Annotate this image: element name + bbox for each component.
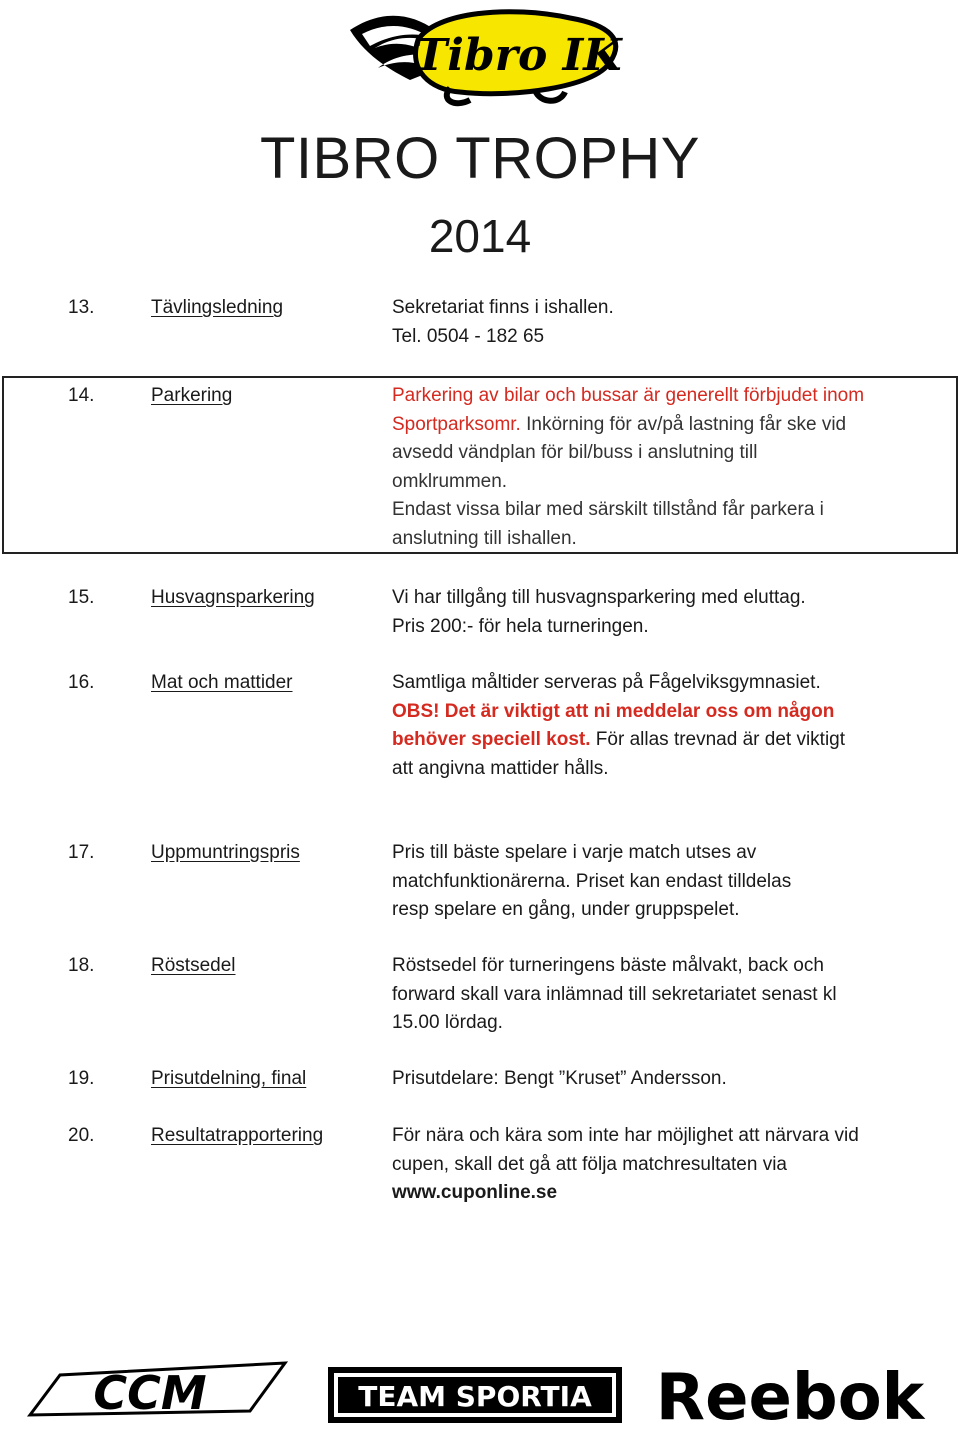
body-line: Röstsedel för turneringens bäste målvakt, back och	[392, 955, 824, 976]
cuponline-link[interactable]: www.cuponline.se	[392, 1182, 558, 1203]
section-number: 20.	[68, 1125, 95, 1146]
body-line: Prisutdelare: Bengt ”Kruset” Andersson.	[392, 1068, 727, 1089]
team-sportia-logo	[328, 1367, 622, 1423]
section-heading: Tävlingsledning	[151, 297, 284, 318]
body-line: anslutning till ishallen.	[392, 527, 577, 549]
section-body	[392, 839, 952, 925]
body-line-red: OBS! Det är viktigt att ni meddelar oss om någon	[392, 700, 835, 722]
section-number: 18.	[68, 955, 95, 976]
body-line: resp spelare en gång, under gruppspelet.	[392, 899, 740, 920]
body-line: Pris till bäste spelare i varje match utses av	[392, 842, 757, 863]
section-number: 16.	[68, 672, 95, 693]
section-heading: Resultatrapportering	[151, 1125, 324, 1146]
body-line: Samtliga måltider serveras på Fågelviksgymnasiet.	[392, 672, 821, 693]
section-body	[392, 584, 952, 641]
body-line: att angivna mattider hålls.	[392, 757, 609, 779]
section-number: 13.	[68, 297, 95, 318]
body-line-red: Parkering av bilar och bussar är generellt förbjudet inom	[392, 385, 865, 406]
body-line: 15.00 lördag.	[392, 1012, 503, 1033]
section-body	[392, 382, 952, 553]
body-line: Vi har tillgång till husvagnsparkering med eluttag.	[392, 587, 806, 608]
body-line: cupen, skall det gå att följa matchresultaten via	[392, 1153, 788, 1175]
body-text: Inkörning för av/på lastning får ske vid	[520, 413, 847, 435]
body-line: För nära och kära som inte har möjlighet att närvara vid	[392, 1125, 859, 1146]
section-heading: Uppmuntringspris	[151, 842, 300, 863]
ccm-text: CCM	[93, 1366, 207, 1420]
body-line: Pris 200:- för hela turneringen.	[392, 615, 649, 637]
section-heading: Mat och mattider	[151, 672, 293, 693]
body-text: För allas trevnad är det viktigt	[590, 729, 846, 750]
section-body	[392, 294, 952, 351]
body-line: omklrummen.	[392, 470, 508, 492]
reebok-logo: Reebok	[655, 1361, 925, 1429]
body-text-red: behöver speciell kost.	[392, 729, 591, 750]
page-title: TIBRO TROPHY	[260, 126, 700, 191]
section-body	[392, 1122, 952, 1208]
section-body	[392, 1065, 952, 1094]
body-line: Endast vissa bilar med särskilt tillstånd får parkera i	[392, 499, 824, 520]
section-body	[392, 669, 952, 783]
body-line: matchfunktionärerna. Priset kan endast tilldelas	[392, 870, 792, 892]
body-line: forward skall vara inlämnad till sekretariatet senast kl	[392, 983, 837, 1005]
section-number: 14.	[68, 385, 95, 406]
ccm-logo	[30, 1363, 285, 1420]
page-year: 2014	[428, 210, 532, 262]
section-number: 15.	[68, 587, 95, 608]
section-number: 17.	[68, 842, 95, 863]
sponsor-logos	[0, 1355, 960, 1429]
body-text-red: Sportparksomr.	[392, 413, 521, 435]
tibro-ik-logo	[340, 0, 630, 110]
section-heading: Husvagnsparkering	[151, 587, 315, 608]
section-heading: Prisutdelning, final	[151, 1068, 307, 1089]
body-line	[392, 411, 952, 440]
body-line	[392, 726, 952, 755]
body-line: Tel. 0504 - 182 65	[392, 325, 545, 347]
team-sportia-text: TEAM SPORTIA	[358, 1380, 592, 1413]
section-number: 19.	[68, 1068, 95, 1089]
section-body	[392, 952, 952, 1038]
logo-text: Tibro IK	[414, 30, 622, 81]
body-line: avsedd vändplan för bil/buss i anslutning till	[392, 442, 758, 463]
section-heading: Parkering	[151, 385, 233, 406]
body-line: Sekretariat finns i ishallen.	[392, 297, 614, 318]
section-heading: Röstsedel	[151, 955, 236, 976]
